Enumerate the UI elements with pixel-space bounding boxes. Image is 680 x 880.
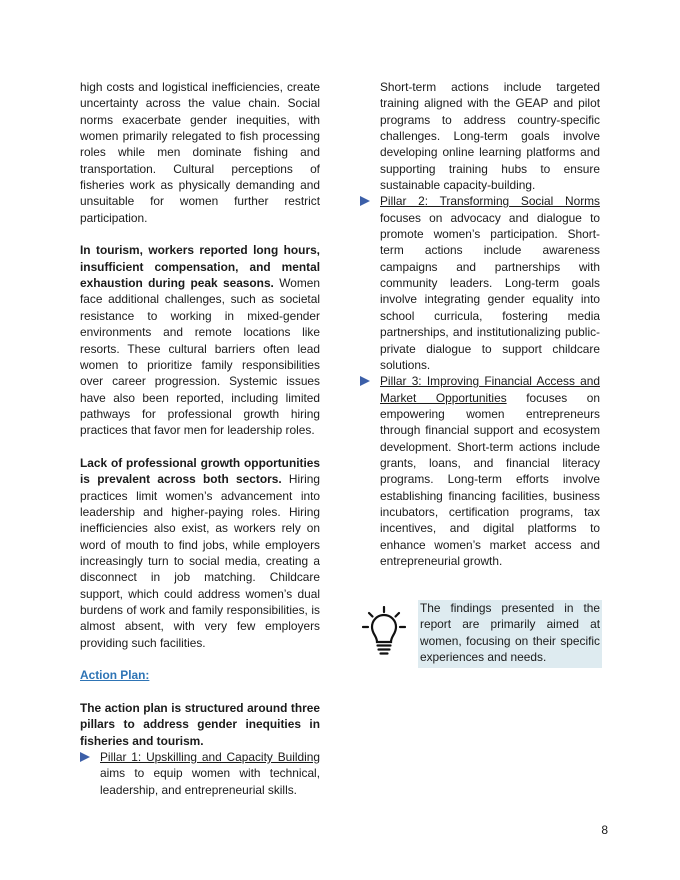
pillar-2-item [380,193,600,373]
action-plan-heading: Action Plan: [80,668,150,683]
pillar-1-body: aims to equip women with technical, leadership, and entrepreneurial skills. [100,766,320,797]
pillar-3-item [380,373,600,569]
triangle-bullet-icon [360,196,370,206]
growth-lead: Lack of professional growth opportunities is prevalent across both sectors. [80,455,320,487]
pillar-3-body: focuses on empowering women entrepreneurs through financial support and ecosystem development. Short-term actions include grants, loans, and financial literacy programs. Long-term efforts involve establishing financing facilities, business incubators, certification programs, tax incentives, and digital platforms to enhance women’s market access and entrepreneurial growth. [380,390,600,568]
tourism-lead: In tourism, workers reported long hours, insufficient compensation, and mental exhaustion during peak seasons. [80,243,320,291]
pillar-2-body: focuses on advocacy and dialogue to promote women’s participation. Short-term actions include awareness campaigns and partnerships with community leaders. Long-term goals involve integrating gender equality into school curricula, fostering media partnerships, and institutionalizing public-private dialogue to support childcare solutions. [380,210,600,372]
triangle-bullet-icon [360,376,370,386]
pillar-1-item [100,749,320,798]
tourism-body: Women face additional challenges, such as societal resistance to working in mixed-gender environments and remote locations like resorts. These cultural barriers often lead women to prioritize family responsibilities over career progression. Systemic issues have also been reported, including limited pathways for professional growth hiring practices that favor men for leadership roles. [80,276,320,438]
pillar-3-title: Pillar 3: Improving Financial Access and Market Opportunities [380,374,600,405]
lightbulb-icon [362,606,406,656]
left-column [80,79,320,798]
paragraph-professional-growth [80,455,320,651]
findings-callout [360,600,602,668]
pillar-2-title: Pillar 2: Transforming Social Norms [380,194,600,209]
paragraph-tourism [80,242,320,438]
paragraph-value-chain: high costs and logistical inefficiencies, create uncertainty across the value chain. Social norms exacerbate gender inequities, with women primarily relegated to fish processing roles while men dominate fishing and transportation. Cultural perceptions of fisheries work as physically demanding and unsuitable for women further restrict participation. [80,80,320,225]
growth-body: Hiring practices limit women’s advancement into leadership and higher-paying roles. Hiring inefficiencies also exist, as workers rely on word of mouth to find jobs, while employers increasingly turn to social media, creating a disconnect in job matching. Childcare support, which could address women’s dual burdens of work and family responsibilities, is almost absent, with very few employers providing such facilities. [80,472,320,650]
triangle-bullet-icon [80,752,90,762]
pillar-1-title: Pillar 1: Upskilling and Capacity Building [100,750,320,765]
page-number: 8 [601,823,608,837]
right-column [380,79,600,569]
pillar-1-continued: Short-term actions include targeted training aligned with the GEAP and pilot programs to address country-specific challenges. Long-term goals involve developing online learning platforms and supporting training hubs to ensure sustainable capacity-building. [380,80,600,193]
callout-text: The findings presented in the report are primarily aimed at women, focusing on their specific experiences and needs. [418,600,602,668]
action-plan-intro: The action plan is structured around three pillars to address gender inequities in fisheries and tourism. [80,701,320,748]
